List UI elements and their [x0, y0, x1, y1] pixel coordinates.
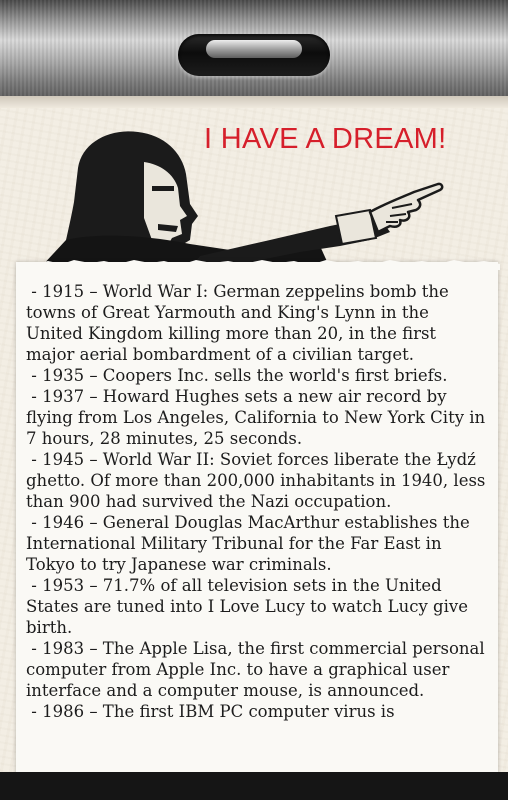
event-text: - 1986 – The first IBM PC computer virus is [26, 702, 395, 721]
events-list[interactable] [26, 281, 488, 722]
event-item [26, 449, 488, 512]
event-text: - 1946 – General Douglas MacArthur establishes the International Military Tribunal for the Far East in Tokyo to try Japanese war criminals. [26, 513, 470, 574]
event-item [26, 365, 488, 386]
event-text: - 1915 – World War I: German zeppelins bomb the towns of Great Yarmouth and King's Lynn in the United Kingdom killing more than 20, in the first major aerial bombardment of a civilian target. [26, 282, 449, 364]
headline: I HAVE A DREAM! [204, 123, 447, 155]
event-item [26, 701, 488, 722]
event-text: - 1953 – 71.7% of all television sets in the United States are tuned into I Love Lucy to watch Lucy give birth. [26, 576, 468, 637]
event-item [26, 638, 488, 701]
event-text: - 1945 – World War II: Soviet forces liberate the Łydź ghetto. Of more than 200,000 inhabitants in 1940, less than 900 had survived the Nazi occupation. [26, 450, 485, 511]
event-text: - 1937 – Howard Hughes sets a new air record by flying from Los Angeles, California to New York City in 7 hours, 28 minutes, 25 seconds. [26, 387, 485, 448]
event-item [26, 386, 488, 449]
bottom-bar [0, 772, 508, 800]
event-item [26, 512, 488, 575]
event-item [26, 281, 488, 365]
event-text: - 1935 – Coopers Inc. sells the world's first briefs. [26, 366, 447, 385]
event-text: - 1983 – The Apple Lisa, the first commercial personal computer from Apple Inc. to have a graphical user interface and a computer mouse, is announced. [26, 639, 485, 700]
event-item [26, 575, 488, 638]
